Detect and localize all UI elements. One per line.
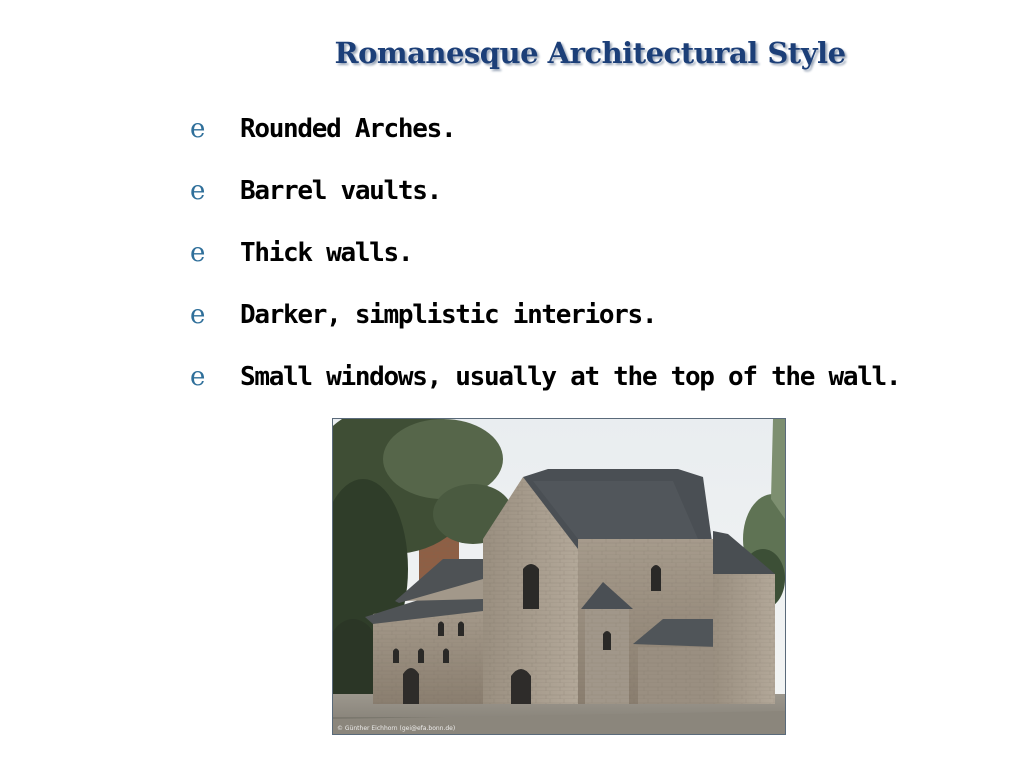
bullet-icon: e (190, 238, 206, 268)
bullet-item (190, 160, 900, 222)
bullet-item (190, 284, 900, 346)
bullet-icon: e (190, 176, 206, 206)
bullet-text: Small windows, usually at the top of the wall. (240, 362, 901, 392)
photo-credit: © Günther Eichhorn (gei@efa.bonn.de) (337, 725, 456, 732)
bullet-icon: e (190, 114, 206, 144)
bullet-text: Rounded Arches. (240, 114, 456, 144)
bullet-icon: e (190, 362, 206, 392)
bullet-item (190, 346, 900, 408)
bullet-icon: e (190, 300, 206, 330)
bullet-list (190, 98, 900, 408)
church-illustration (333, 419, 785, 734)
slide-title: Romanesque Architectural Style (334, 36, 846, 70)
bullet-item (190, 222, 900, 284)
bullet-item (190, 98, 900, 160)
bullet-text: Darker, simplistic interiors. (240, 300, 657, 330)
bullet-text: Thick walls. (240, 238, 413, 268)
bullet-text: Barrel vaults. (240, 176, 441, 206)
church-photo (332, 418, 786, 735)
